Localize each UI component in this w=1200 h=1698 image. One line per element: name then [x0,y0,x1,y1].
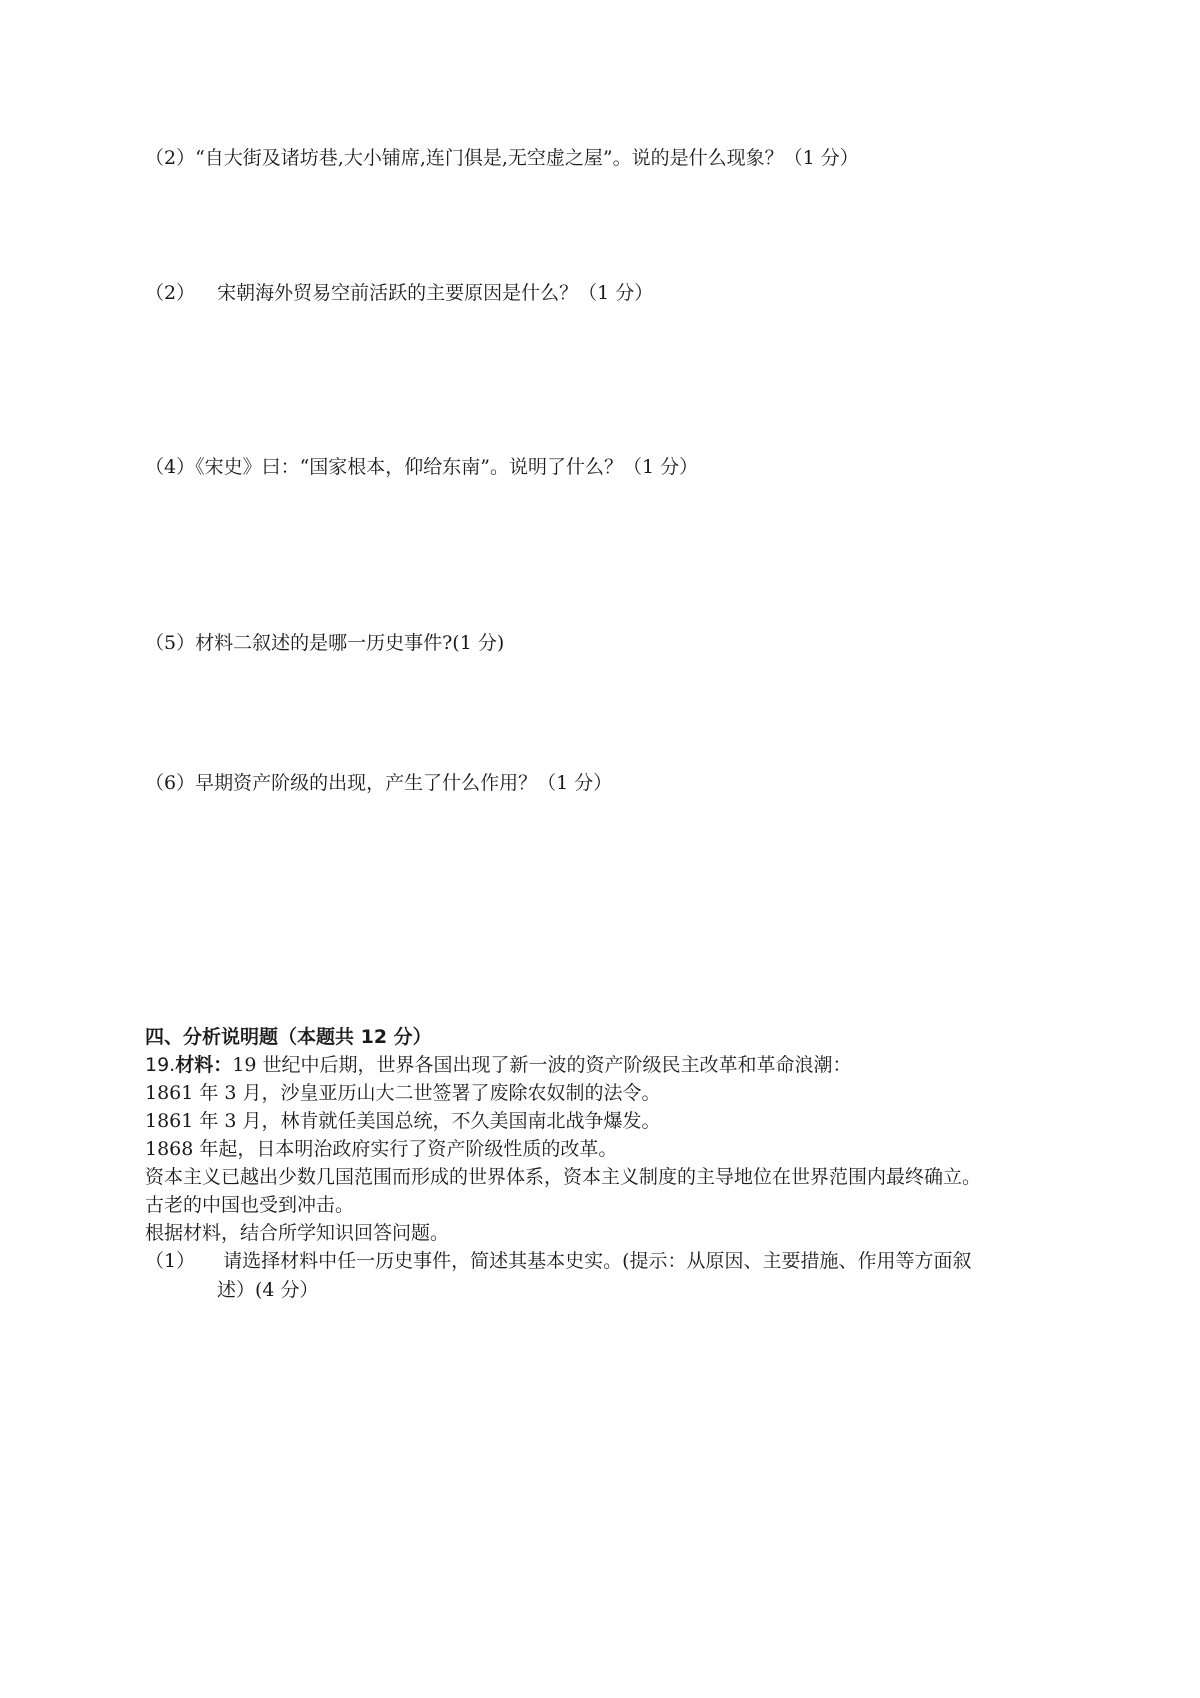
sub-question-text: 请选择材料中任一历史事件，简述其基本史实。(提示：从原因、主要措施、作用等方面叙 [223,1250,972,1272]
sub-question-number: （1） [145,1250,196,1272]
question-19-material [145,1053,851,1077]
question-4-song-history: （4）《宋史》曰：“国家根本，仰给东南”。说明了什么？（1 分） [145,456,699,478]
event-usa: 1861 年 3 月，林肯就任美国总统，不久美国南北战争爆发。 [145,1110,661,1132]
question-2-market: （2）“自大街及诸坊巷,大小铺席,连门俱是,无空虚之屋”。说的是什么现象？（1 分） [145,147,859,169]
sub-question-1-continued: 述）(4 分） [217,1279,319,1301]
material-summary-china: 古老的中国也受到冲击。 [145,1194,355,1216]
material-summary: 资本主义已越出少数几国范围而形成的世界体系，资本主义制度的主导地位在世界范围内最终确立。 [145,1166,982,1188]
question-number: 19. [145,1054,176,1076]
material-label: 材料： [175,1054,233,1076]
material-intro: 19 世纪中后期，世界各国出现了新一波的资产阶级民主改革和革命浪潮： [232,1054,852,1076]
question-6-bourgeoisie: （6）早期资产阶级的出现，产生了什么作用？（1 分） [145,772,613,794]
section-four-heading: 四、分析说明题（本题共 12 分） [145,1026,432,1048]
event-japan: 1868 年起，日本明治政府实行了资产阶级性质的改革。 [145,1138,618,1160]
question-number: （2） [145,282,196,304]
event-russia: 1861 年 3 月，沙皇亚历山大二世签署了废除农奴制的法令。 [145,1082,661,1104]
question-2-overseas-trade [145,281,653,305]
question-5-material-two: （5）材料二叙述的是哪一历史事件?(1 分) [145,632,505,654]
answer-instruction: 根据材料，结合所学知识回答问题。 [145,1222,450,1244]
sub-question-1 [145,1249,972,1273]
question-text: 宋朝海外贸易空前活跃的主要原因是什么？（1 分） [217,282,654,304]
